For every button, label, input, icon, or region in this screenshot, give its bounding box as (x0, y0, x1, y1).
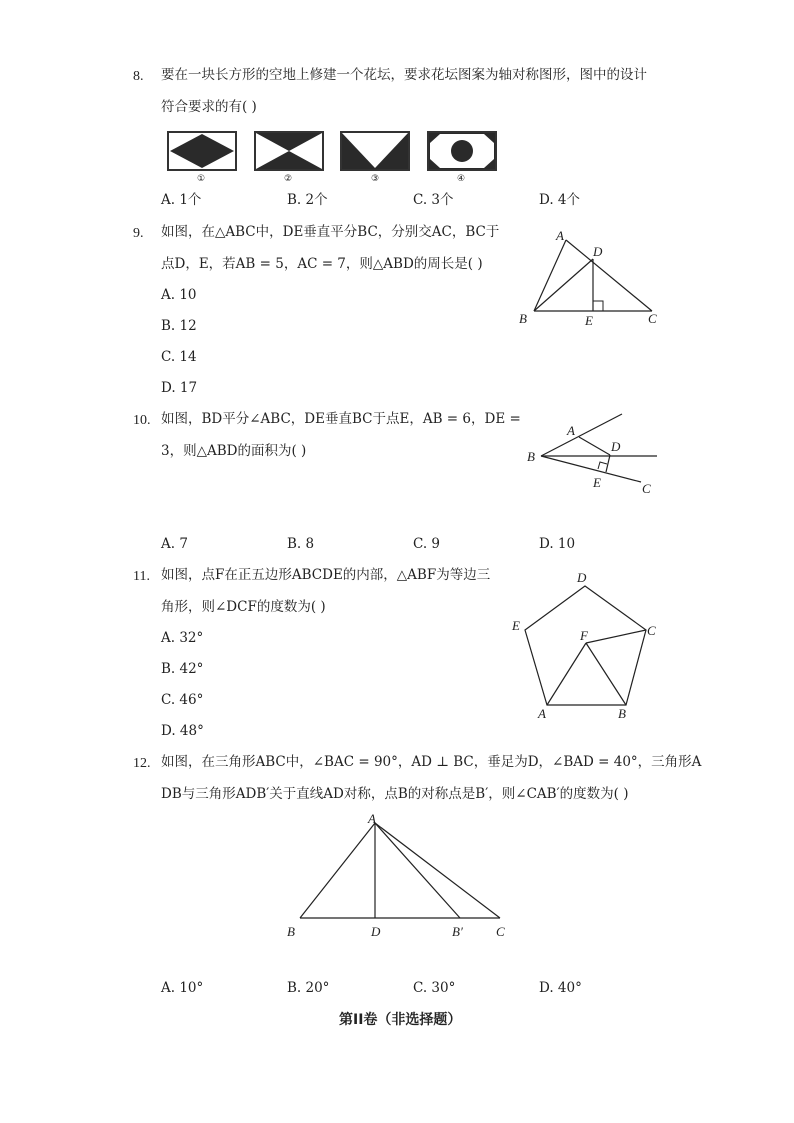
q11-number: 11. (133, 569, 150, 584)
q11-label-a: A (538, 706, 546, 721)
q8-option-d[interactable]: D. 4个 (539, 192, 581, 208)
q12-label-b: B (287, 924, 295, 939)
q12-label-bprime: B′ (452, 924, 463, 939)
q9-label-c: C (648, 311, 657, 326)
q10-option-b[interactable]: B. 8 (287, 536, 315, 552)
q8-option-c[interactable]: C. 3个 (413, 192, 454, 208)
q9-option-a[interactable]: A. 10 (161, 287, 197, 303)
q12-option-d[interactable]: D. 40° (539, 980, 582, 996)
q8-fig-label-3: ③ (371, 174, 380, 184)
q10-text-line2: 3，则△ABD的面积为( ) (161, 443, 307, 459)
q11-text-line2: 角形，则∠DCF的度数为( ) (161, 599, 326, 615)
q11-label-d: D (577, 570, 587, 585)
q8-number: 8. (133, 69, 144, 84)
section-title: 第II卷（非选择题） (339, 1012, 462, 1028)
q9-text-line1: 如图，在△ABC中，DE垂直平分BC，分别交AC，BC于 (161, 224, 500, 240)
q12-option-c[interactable]: C. 30° (413, 980, 456, 996)
q8-fig-label-1: ① (197, 174, 206, 184)
q12-option-b[interactable]: B. 20° (287, 980, 330, 996)
q10-label-c: C (642, 481, 651, 496)
q11-label-b: B (618, 706, 626, 721)
q10-label-a: A (567, 423, 575, 438)
q11-option-a[interactable]: A. 32° (161, 630, 204, 646)
q8-fig-label-2: ② (284, 174, 293, 184)
q9-text-line2: 点D，E，若AB = 5，AC = 7，则△ABD的周长是( ) (161, 256, 483, 272)
q10-label-d: D (611, 439, 621, 454)
q11-option-b[interactable]: B. 42° (161, 661, 204, 677)
q8-text-line2: 符合要求的有( ) (161, 99, 257, 115)
q10-text-line1: 如图，BD平分∠ABC，DE垂直BC于点E，AB = 6，DE = (161, 411, 521, 427)
q12-text-line2: DB与三角形ADB′关于直线AD对称，点B的对称点是B′，则∠CAB′的度数为( ) (161, 786, 629, 802)
q8-text-line1: 要在一块长方形的空地上修建一个花坛，要求花坛图案为轴对称图形，图中的设计 (161, 67, 647, 83)
q12-label-a: A (368, 811, 376, 826)
q10-label-b: B (527, 449, 535, 464)
q12-text-line1: 如图，在三角形ABC中，∠BAC = 90°，AD ⊥ BC，垂足为D，∠BAD = 40°，三角形A (161, 754, 702, 770)
q10-option-d[interactable]: D. 10 (539, 536, 576, 552)
q11-label-e: E (512, 618, 520, 633)
q10-option-a[interactable]: A. 7 (161, 536, 188, 552)
q12-label-d: D (371, 924, 381, 939)
q9-option-b[interactable]: B. 12 (161, 318, 197, 334)
q8-fig-label-4: ④ (457, 174, 466, 184)
q9-option-c[interactable]: C. 14 (161, 349, 197, 365)
q12-label-c: C (496, 924, 505, 939)
q8-option-a[interactable]: A. 1个 (161, 192, 202, 208)
q10-option-c[interactable]: C. 9 (413, 536, 441, 552)
q11-label-c: C (647, 623, 656, 638)
q11-option-d[interactable]: D. 48° (161, 723, 204, 739)
q9-option-d[interactable]: D. 17 (161, 380, 198, 396)
q9-label-d: D (593, 244, 603, 259)
q12-number: 12. (133, 756, 151, 771)
q9-label-e: E (585, 313, 593, 328)
q11-label-f: F (580, 628, 588, 643)
q9-label-b: B (519, 311, 527, 326)
q9-label-a: A (556, 228, 564, 243)
q8-option-b[interactable]: B. 2个 (287, 192, 328, 208)
q11-text-line1: 如图，点F在正五边形ABCDE的内部，△ABF为等边三 (161, 567, 491, 583)
q10-label-e: E (593, 475, 601, 490)
q12-option-a[interactable]: A. 10° (161, 980, 204, 996)
q10-number: 10. (133, 413, 151, 428)
q9-number: 9. (133, 226, 144, 241)
q11-option-c[interactable]: C. 46° (161, 692, 204, 708)
